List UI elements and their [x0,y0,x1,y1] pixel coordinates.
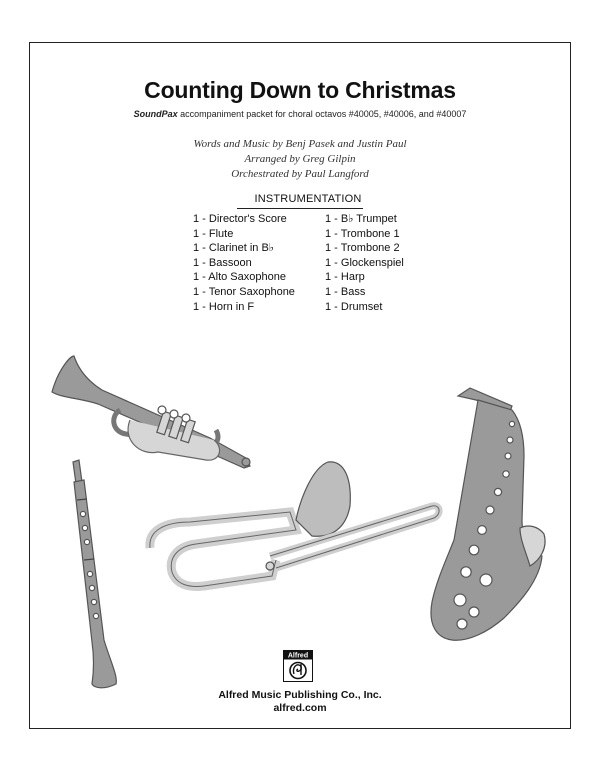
subtitle-text: accompaniment packet for choral octavos #40005, #40006, and #40007 [177,109,467,119]
instrumentation-heading: INSTRUMENTATION [254,193,362,205]
soundpax-brand: SoundPax [133,109,178,119]
instrument-item: 1 - Harp [325,271,365,284]
instrument-item: 1 - Bass [325,285,366,298]
instrument-item: 1 - Alto Saxophone [193,271,286,284]
instrument-item: 1 - Trombone 1 [325,227,400,240]
instrument-item: 1 - B♭ Trumpet [325,213,397,225]
instrument-item: 1 - Glockenspiel [325,256,404,269]
instrument-item: 1 - Tenor Saxophone [193,285,295,298]
credit-words-music: Words and Music by Benj Pasek and Justin Paul [193,138,407,150]
instrument-item: 1 - Clarinet in B♭ [193,242,274,255]
instrument-item: 1 - Horn in F [193,300,255,313]
trumpet-illustration [52,356,250,468]
instrument-item: 1 - Director's Score [193,213,287,225]
clarinet-illustration [73,460,116,688]
publisher-website[interactable]: alfred.com [273,702,327,714]
alfred-logo-text: Alfred [287,652,309,660]
publisher-name: Alfred Music Publishing Co., Inc. [218,689,382,701]
instrument-item: 1 - Drumset [325,300,383,313]
page-title: Counting Down to Christmas [144,77,456,103]
instrument-item: 1 - Bassoon [193,256,252,269]
saxophone-illustration [431,388,545,640]
alfred-logo [283,650,313,682]
instrument-item: 1 - Trombone 2 [325,242,400,255]
trombone-illustration [150,462,439,587]
credit-arranger: Arranged by Greg Gilpin [244,153,356,165]
credit-orchestrator: Orchestrated by Paul Langford [231,168,369,180]
instrument-item: 1 - Flute [193,227,234,240]
